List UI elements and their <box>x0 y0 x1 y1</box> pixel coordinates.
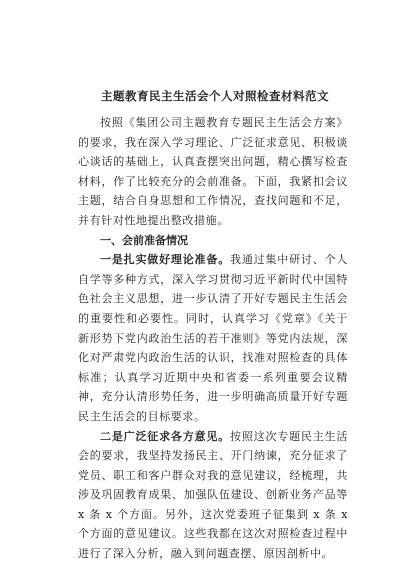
paragraph-body-opinions: 按照这次专题民主生活会的要求，我坚持发扬民主、开门纳谏，充分征求了党员、职工和客户群众对我的意见建议，经梳理，共涉及巩固教育成果、加强队伍建设、创新业务产品等 x 条 x 个方面。另外，这次党委班子征集到 x 条 x 个方面的意见建议。这些我都在这次对照检查过程中进行了深入分析，融入到问题查摆、原因剖析中。 <box>78 429 348 561</box>
paragraph-lead-opinions: 二是广泛征求各方意见。 <box>100 429 231 443</box>
document-title: 主题教育民主生活会个人对照检查材料范文 <box>101 89 329 103</box>
section-heading-preparation: 一、会前准备情况 <box>100 233 188 247</box>
paragraph-collect-opinions <box>78 427 348 564</box>
paragraph-lead-theory: 一是扎实做好理论准备。 <box>100 253 231 267</box>
paragraph-body-theory: 我通过集中研讨、个人自学等多种方式，深入学习贯彻习近平新时代中国特色社会主义思想，进一步认清了开好专题民主生活会的重要性和必要性。同时，认真学习《党章》《关于新形势下党内政治生活的若干准则》等党内法规，深化对严肃党内政治生活的认识，找准对照检查的具体标准；认真学习近期中央和省委一系列重要会议精神，充分认清形势任务，进一步明确高质量开好专题民主生活会的目标要求。 <box>78 253 348 423</box>
paragraph-theory-preparation <box>78 250 348 426</box>
intro-paragraph: 按照《集团公司主题教育专题民主生活会方案》的要求，我在深入学习理论、广泛征求意见、积极谈心谈话的基础上，认真查摆突出问题，精心撰写检查材料，作了比较充分的会前准备。下面，我紧扣会议主题，结合自身思想和工作情况，查找问题和不足，并有针对性地提出整改措施。 <box>78 116 348 227</box>
